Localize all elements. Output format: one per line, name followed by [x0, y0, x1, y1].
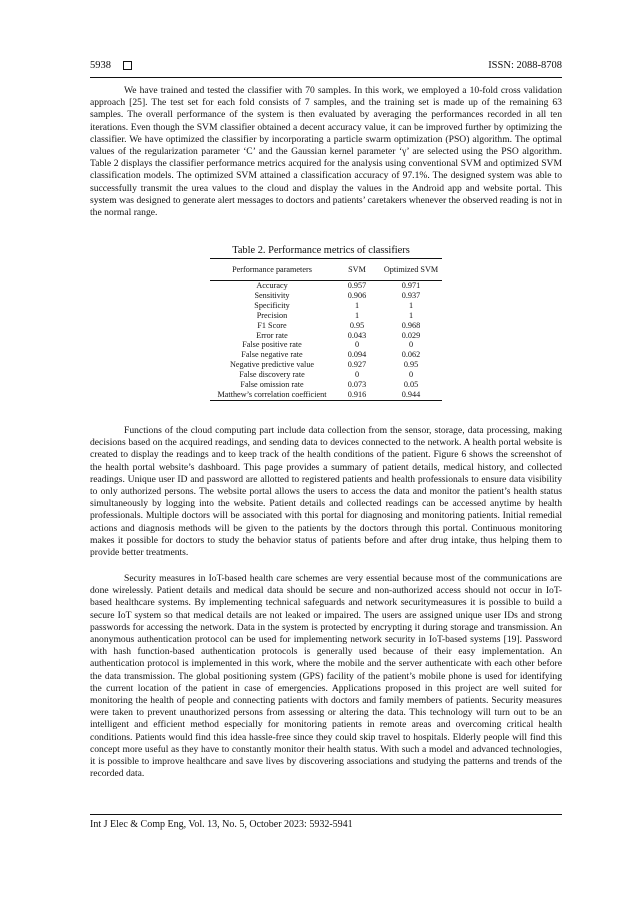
square-bullet-icon — [123, 61, 132, 70]
table-header-cell: SVM — [334, 259, 380, 281]
table-cell: 0.957 — [347, 281, 367, 290]
table-row — [210, 380, 442, 390]
table-header-cell: Performance parameters — [210, 259, 334, 281]
header-rule — [90, 77, 562, 78]
table-row — [210, 390, 442, 400]
table-cell: 0.029 — [401, 330, 421, 340]
table-cell: 0 — [354, 370, 360, 380]
table-row — [210, 340, 442, 350]
table-cell: Accuracy — [256, 281, 288, 290]
table-cell: 1 — [354, 310, 360, 320]
table-cell: 0.906 — [347, 290, 367, 300]
table-cell: 0.094 — [347, 350, 367, 360]
table-cell: 0 — [408, 340, 414, 350]
table-row — [210, 291, 442, 301]
table-row — [210, 350, 442, 360]
paragraph-cloud-computing: Functions of the cloud computing part include data collection from the sensor, storage, data processing, making decisions based on the acquired readings, and sending data to devices connected to the network. A health portal website is created to display the readings and to keep track of the health conditions of the patient. Figure 6 shows the screenshot of the health portal website’s dashboard. This page provides a summary of patient details, medical history, and collected readings. Unique user ID and password are allotted to registered patients and health professionals to ensure data visibility to only authorized persons. The website portal allows the users to access the data and monitor the patient’s health status simultaneously by logging into the website. Patient details and collected readings can be accessed anytime by health professionals. Multiple doctors will be associated with this portal for diagnosing and monitoring patients. Initial remedial actions and diagnosis methods will be given to the patients by the doctors through this portal. Continuous monitoring makes it possible for doctors to study the behavior status of patients before and after drug intake, thus helping them to provide better treatments. — [90, 425, 562, 559]
table-cell: Negative predictive value — [229, 360, 315, 370]
table-cell: Error rate — [256, 330, 288, 340]
table-cell: 0.073 — [347, 380, 367, 390]
table-cell: False discovery rate — [239, 370, 305, 380]
table-cell: 0.916 — [334, 390, 380, 400]
table-cell: 0.937 — [401, 290, 421, 300]
table-cell: 1 — [408, 310, 414, 320]
table-cell: 0.95 — [349, 320, 365, 330]
table-cell: 0 — [408, 370, 414, 380]
journal-issn: ISSN: 2088-8708 — [488, 60, 562, 71]
paragraph-results: We have trained and tested the classifier with 70 samples. In this work, we employed a 10-fold cross validation approach [25]. The test set for each fold consists of 7 samples, and the training set is made up of the remaining 63 samples. The overall performance of the system is then evaluated by averaging the performances recorded in all ten iterations. Even though the SVM classifier obtained a decent accuracy value, it can be improved further by optimizing the classifier. We have optimized the classifier by incorporating a particle swarm optimization (PSO) algorithm. The optimal values of the regularization parameter ‘C’ and the Gaussian kernel parameter ‘γ’ are selected using the PSO algorithm. Table 2 displays the classifier performance metrics acquired for the analysis using conventional SVM and optimized SVM classification models. The optimized SVM attained a classification accuracy of 97.1%. The designed system was able to successfully transmit the urea values to the cloud and display the values in the Android app and website portal. This system was designed to generate alert messages to doctors and patients’ caretakers whenever the observed reading is not in the normal range. — [90, 85, 562, 219]
table-cell: 1 — [354, 300, 360, 310]
table-row — [210, 370, 442, 380]
table-row — [210, 301, 442, 311]
table-row — [210, 311, 442, 321]
table-cell: 0.968 — [401, 320, 421, 330]
performance-table — [210, 258, 442, 401]
table-cell: 0 — [354, 340, 360, 350]
table-cell: 0.927 — [347, 360, 367, 370]
table-row — [210, 360, 442, 370]
table-header-row — [210, 259, 442, 281]
table-caption: Table 2. Performance metrics of classifiers — [232, 245, 410, 256]
table-cell: False negative rate — [241, 350, 303, 360]
table-cell: Precision — [256, 310, 288, 320]
table-cell: Matthew’s correlation coefficient — [210, 390, 334, 400]
table-cell: F1 Score — [257, 320, 287, 330]
table-cell: 0.944 — [380, 390, 442, 400]
table-cell: 0.971 — [401, 281, 421, 290]
table-cell: 0.95 — [403, 360, 419, 370]
paragraph-security: Security measures in IoT-based health care schemes are very essential because most of the communications are done wirelessly. Patient details and medical data should be secure and non-authorized access should not occur in IoT-based healthcare systems. By implementing technical safeguards and network securitymeasures it is possible to build a secure IoT system so that medical details are not leaked or impaired. The users are assigned unique user IDs and strong passwords for accessing the network. Data in the system is protected by encrypting it during storage and transmission. An anonymous authentication protocol can be used for implementing network security in IoT-based systems [19]. Password with hash function-based authentication protocols is generally used because of their easy implementation. An authentication protocol is implemented in this work, where the mobile and the server authenticate with each other before the data transmission. The global positioning system (GPS) facility of the patient’s mobile phone is used for identifying the current location of the patient in case of emergencies. Applications proposed in this project are well suited for monitoring the health of people and connecting patients with doctors and family members of patients. Security measures were taken to prevent unauthorized persons from assessing or altering the data. This technology will turn out to be an intelligent and efficient method especially for monitoring patients in remote areas and overcoming critical health conditions. Patients would find this idea hassle-free since they could skip travel to hospitals. Elderly people will find this concept more useful as they have to constantly monitor their health status. With such a model and advanced technologies, it is possible to improve healthcare and save lives by discovering associations and studying the patterns and trends of the recorded data. — [90, 573, 562, 780]
table-row — [210, 281, 442, 291]
table-cell: Sensitivity — [254, 290, 290, 300]
table-header-cell: Optimized SVM — [380, 259, 442, 281]
table-cell: False positive rate — [242, 340, 302, 350]
table-cell: Specificity — [254, 300, 290, 310]
table-cell: 1 — [408, 300, 414, 310]
table-cell: 0.062 — [401, 350, 421, 360]
table-cell: 0.043 — [347, 330, 367, 340]
table-row — [210, 321, 442, 331]
table-cell: False omission rate — [240, 380, 304, 390]
footer-citation: Int J Elec & Comp Eng, Vol. 13, No. 5, October 2023: 5932-5941 — [90, 819, 353, 830]
table-cell: 0.05 — [403, 380, 419, 390]
table-row — [210, 331, 442, 341]
page-header — [90, 60, 562, 76]
footer-rule — [90, 814, 562, 815]
page-number: 5938 — [90, 60, 111, 71]
